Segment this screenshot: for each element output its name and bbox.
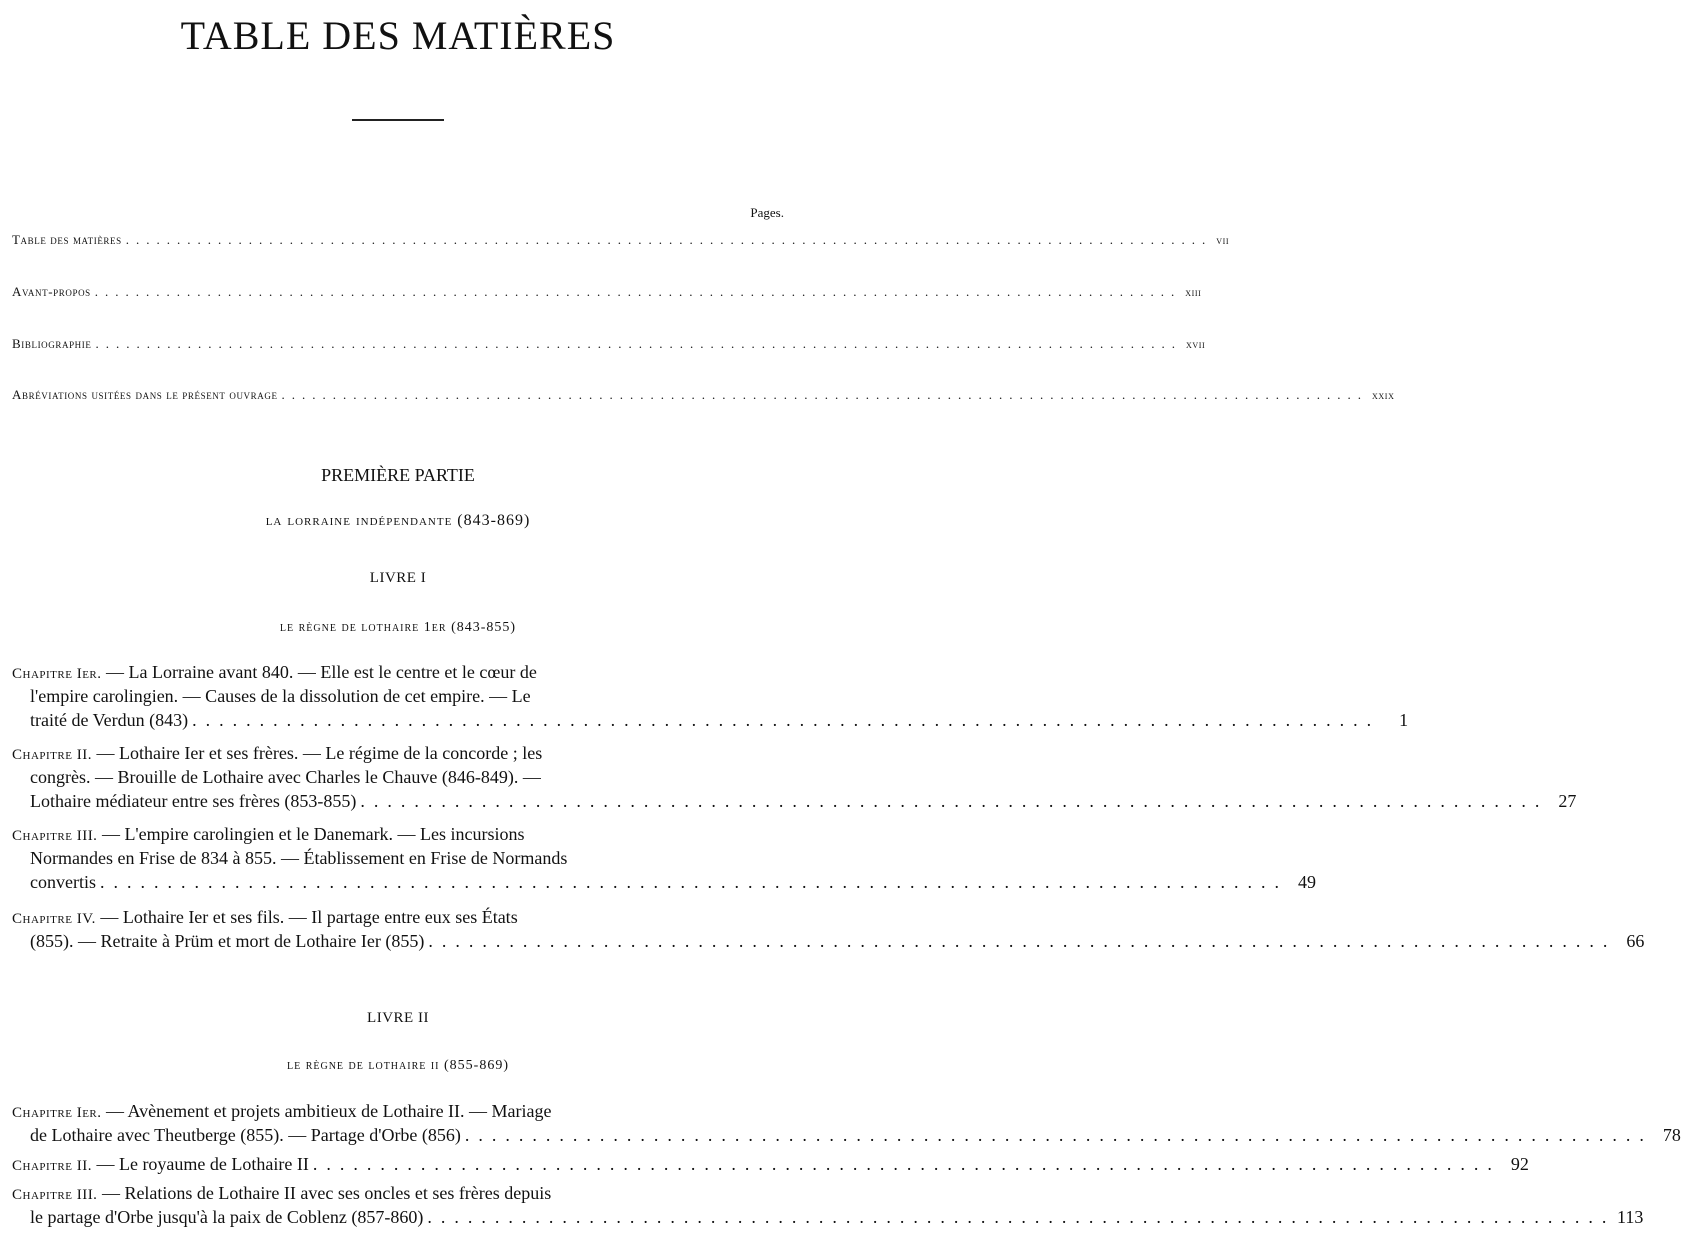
- chapter-page: 1: [1399, 710, 1409, 730]
- toc-chapter-l1-c4[interactable]: [12, 905, 1645, 953]
- chapter-label: Chapitre II.: [12, 1158, 92, 1174]
- entry-page: xvii: [1185, 337, 1206, 351]
- chapter-page: 27: [1558, 791, 1577, 811]
- toc-entry-abreviations[interactable]: [12, 387, 1395, 411]
- dot-leader: ........................................................................................: [464, 1125, 1653, 1145]
- dot-leader: ........................................................................................: [192, 710, 1381, 730]
- dot-leader: ..........................................................................................................: [281, 387, 1369, 402]
- entry-page: xxix: [1372, 388, 1395, 402]
- title-divider: [352, 119, 444, 121]
- chapter-text-line: le partage d'Orbe jusqu'à la paix de Coblenz (857-860): [30, 1207, 424, 1227]
- chapter-text-line: — Le royaume de Lothaire II: [96, 1154, 309, 1174]
- chapter-text-line: convertis: [30, 872, 96, 892]
- chapter-text-line: — L'empire carolingien et le Danemark. — Les incursions: [101, 824, 525, 844]
- chapter-page: 66: [1626, 931, 1645, 951]
- dot-leader: ........................................................................................: [312, 1154, 1501, 1174]
- part-subtitle: la lorraine indépendante (843-869): [265, 512, 531, 529]
- entry-label: Avant-propos: [12, 284, 91, 299]
- chapter-text-line: traité de Verdun (843): [30, 710, 189, 730]
- dot-leader: ........................................................................................: [99, 872, 1288, 892]
- toc-entry-avant-propos[interactable]: [12, 284, 1202, 308]
- chapter-text-line: — Avènement et projets ambitieux de Lothaire II. — Mariage: [106, 1101, 552, 1121]
- chapter-page: 92: [1510, 1154, 1529, 1174]
- chapter-label: Chapitre III.: [12, 828, 98, 844]
- entry-page: vii: [1216, 233, 1230, 247]
- pages-column-label: Pages.: [750, 205, 784, 220]
- toc-chapter-l2-c3[interactable]: [12, 1181, 1644, 1229]
- entry-label: Abréviations usitées dans le présent ouvrage: [12, 387, 278, 402]
- toc-chapter-l2-c2[interactable]: [12, 1152, 1529, 1176]
- toc-entry-table-des-matieres[interactable]: [12, 232, 1230, 256]
- toc-chapter-l2-c1[interactable]: [12, 1099, 1681, 1147]
- chapter-label: Chapitre Ier.: [12, 1105, 102, 1121]
- chapter-text-line: l'empire carolingien. — Causes de la dissolution de cet empire. — Le: [30, 686, 531, 706]
- dot-leader: ........................................................................................: [428, 931, 1617, 951]
- livre-2-subtitle: le règne de lothaire ii (855-869): [286, 1058, 509, 1073]
- toc-chapter-l1-c1[interactable]: [12, 660, 1409, 732]
- entry-label: Table des matières: [12, 232, 122, 247]
- entry-label: Bibliographie: [12, 336, 92, 351]
- livre-1-subtitle: le règne de lothaire 1er (843-855): [279, 620, 517, 635]
- chapter-page: 113: [1617, 1207, 1644, 1227]
- chapter-text-line: (855). — Retraite à Prüm et mort de Lothaire Ier (855): [30, 931, 425, 951]
- dot-leader: ........................................................................................: [427, 1207, 1616, 1227]
- dot-leader: ........................................................................................: [360, 791, 1549, 811]
- chapter-text-line: congrès. — Brouille de Lothaire avec Charles le Chauve (846-849). —: [30, 767, 541, 787]
- dot-leader: ..........................................................................................................: [125, 232, 1213, 247]
- chapter-label: Chapitre II.: [12, 747, 92, 763]
- toc-chapter-l1-c2[interactable]: [12, 741, 1577, 813]
- chapter-page: 49: [1297, 872, 1316, 892]
- chapter-page: 78: [1662, 1125, 1681, 1145]
- toc-entry-bibliographie[interactable]: [12, 336, 1206, 360]
- chapter-label: Chapitre III.: [12, 1187, 98, 1203]
- part-title: PREMIÈRE PARTIE: [321, 465, 475, 485]
- chapter-text-line: — Relations de Lothaire II avec ses oncles et ses frères depuis: [101, 1183, 552, 1203]
- chapter-label: Chapitre Ier.: [12, 666, 102, 682]
- toc-chapter-l1-c3[interactable]: [12, 822, 1316, 894]
- chapter-text-line: — Lothaire Ier et ses fils. — Il partage entre eux ses États: [100, 907, 518, 927]
- entry-page: xiii: [1185, 285, 1202, 299]
- chapter-text-line: Lothaire médiateur entre ses frères (853-855): [30, 791, 357, 811]
- chapter-text-line: Normandes en Frise de 834 à 855. — Établissement en Frise de Normands: [30, 848, 568, 868]
- chapter-text-line: de Lothaire avec Theutberge (855). — Partage d'Orbe (856): [30, 1125, 461, 1145]
- livre-1-title: LIVRE I: [369, 570, 427, 586]
- chapter-text-line: — Lothaire Ier et ses frères. — Le régime de la concorde ; les: [96, 743, 543, 763]
- livre-2-title: LIVRE II: [367, 1010, 429, 1026]
- dot-leader: ..........................................................................................................: [95, 336, 1182, 351]
- dot-leader: ..........................................................................................................: [94, 284, 1182, 299]
- chapter-label: Chapitre IV.: [12, 911, 96, 927]
- page-title: TABLE DES MATIÈRES: [180, 13, 616, 58]
- chapter-text-line: — La Lorraine avant 840. — Elle est le centre et le cœur de: [106, 662, 537, 682]
